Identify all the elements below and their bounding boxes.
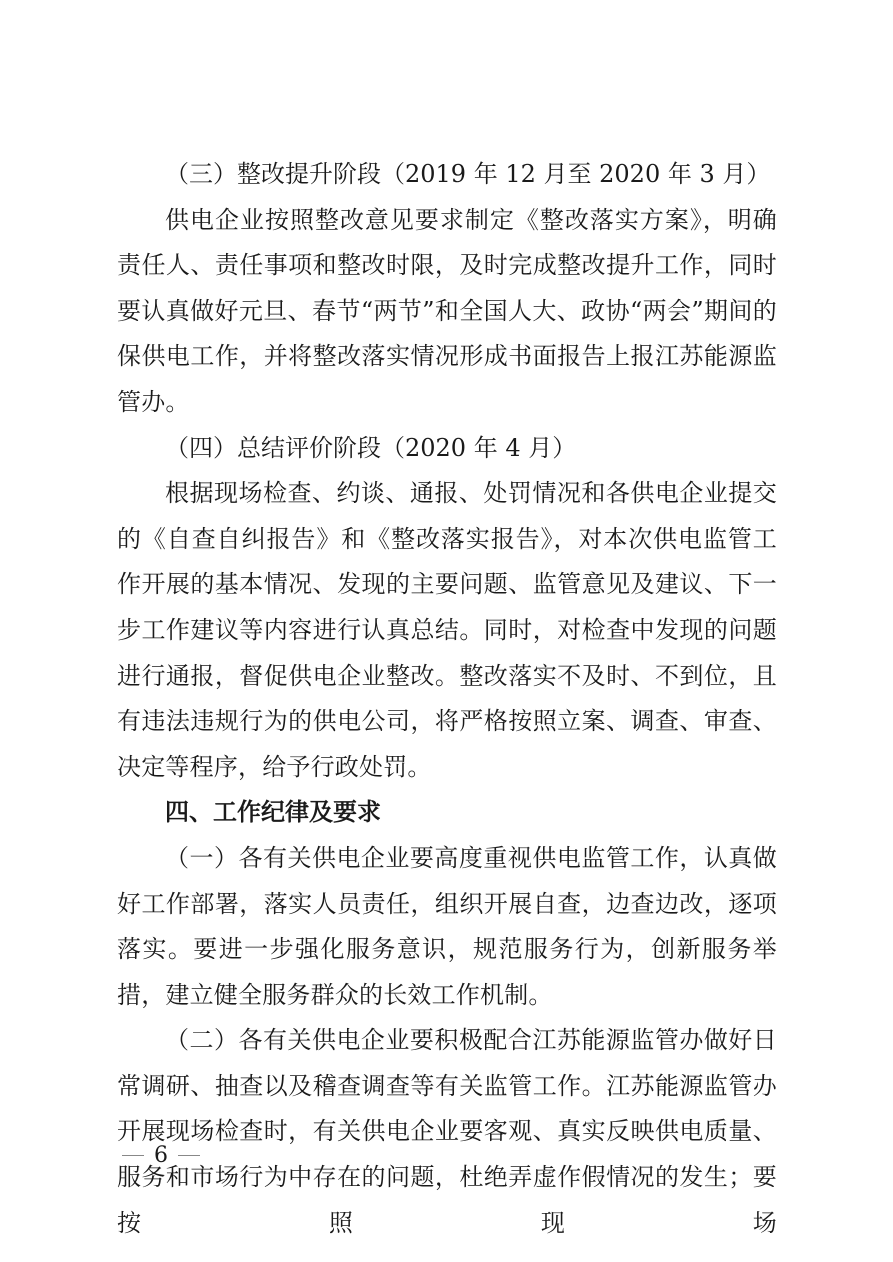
footer-dash-left [122, 1155, 144, 1156]
part-4-heading: 四、工作纪律及要求 [165, 798, 381, 827]
requirement-1-paragraph: （一）各有关供电企业要高度重视供电监管工作，认真做好工作部署，落实人员责任，组织开展自查，边查边改，逐项落实。要进一步强化服务意识，规范服务行为，创新服务举措，建立健全服务群众的长效工作机制。 [117, 843, 777, 1009]
page-footer [122, 1140, 200, 1170]
section-4-heading: （四）总结评价阶段（2020 年 4 月） [165, 433, 577, 462]
requirement-2-paragraph: （二）各有关供电企业要积极配合江苏能源监管办做好日常调研、抽查以及稽查调查等有关监管工作。江苏能源监管办开展现场检查时，有关供电企业要客观、真实反映供电质量、服务和市场行为中存在的问题，杜绝弄虚作假情况的发生；要按照现场 [117, 1026, 777, 1237]
section-3-heading: （三）整改提升阶段（2019 年 12 月至 2020 年 3 月） [165, 160, 771, 188]
section-3-paragraph: 供电企业按照整改意见要求制定《整改落实方案》，明确责任人、责任事项和整改时限，及时完成整改提升工作，同时要认真做好元旦、春节“两节”和全国人大、政协“两会”期间的保供电工作，并将整改落实情况形成书面报告上报江苏能源监管办。 [117, 205, 777, 416]
page-number: 6 [154, 1142, 168, 1168]
document-body [117, 152, 777, 1246]
footer-dash-right [178, 1155, 200, 1156]
section-4-paragraph: 根据现场检查、约谈、通报、处罚情况和各供电企业提交的《自查自纠报告》和《整改落实报告》，对本次供电监管工作开展的基本情况、发现的主要问题、监管意见及建议、下一步工作建议等内容进行认真总结。同时，对检查中发现的问题进行通报，督促供电企业整改。整改落实不及时、不到位，且有违法违规行为的供电公司，将严格按照立案、调查、审查、决定等程序，给予行政处罚。 [117, 479, 777, 781]
